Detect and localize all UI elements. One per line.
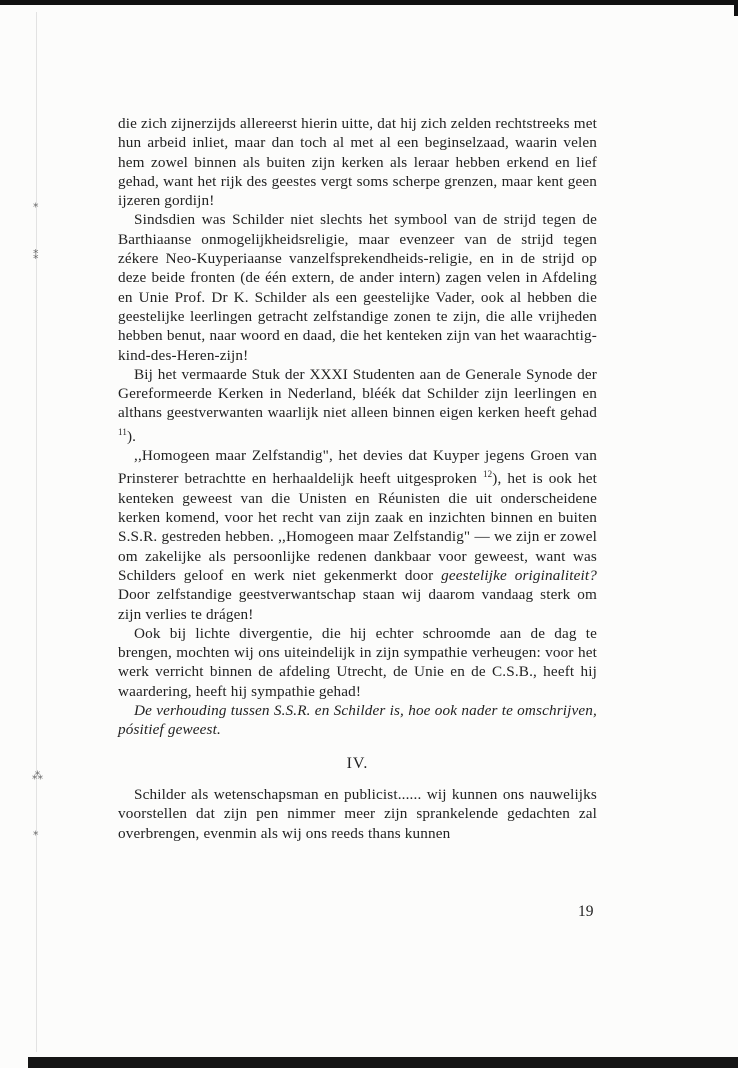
margin-speck-icon: ⁎ — [33, 825, 39, 838]
body-text — [118, 114, 597, 843]
paragraph: Ook bij lichte divergentie, die hij echter schroomde aan de dag te brengen, mochten wij ons uiteindelijk in zijn sympathie verheugen: voor het werk verricht binnen de afdeling Utrecht, de Unie en de C.S.B., heeft hij waardering, heeft hij sympathie gehad! — [118, 624, 597, 700]
section-heading: IV. — [346, 754, 369, 772]
paragraph-text: ), het is ook het kenteken geweest van die Unisten en Réunisten die uit onderscheidene kerken komend, voor het recht van zijn zaak en inzichten binnen en buiten S.S.R. gestreden hebben. ,,Homogeen maar Zelfstandig" — we zijn er zowel om zakelijke als persoonlijke redenen dankbaar voor geweest, want was Schilders geloof en werk niet gekenmerkt door — [118, 470, 597, 584]
margin-speck-icon: ⁂ — [32, 769, 43, 782]
margin-speck-icon: ⁑ — [33, 249, 39, 262]
paragraph: Sindsdien was Schilder niet slechts het symbool van de strijd tegen de Barthiaanse onmogelijkheidsreligie, maar evenzeer van de strijd tegen zékere Neo-Kuyperiaanse vanzelfsprekendheids-religie, en in de strijd op deze beide fronten (de één extern, de ander intern) zagen velen in Afdeling en Unie Prof. Dr K. Schilder als een geestelijke Vader, ook al hebben die geestelijke leerlingen getracht zelfstandige zonen te zijn, die alle vrijheden hebben benut, naar woord en daad, die het kenteken zijn van het waarachtig-kind-des-Heren-zijn! — [118, 211, 597, 364]
footnote-ref: 11 — [118, 426, 127, 437]
binding-edge-line — [36, 12, 37, 1052]
footnote-ref: 12 — [482, 469, 493, 480]
margin-speck-icon: ⁎ — [33, 197, 39, 210]
paragraph-text: ,,Homogeen maar Zelfstandig", het devies dat Kuyper jegens Groen van Prinsterer betrachtte en herhaaldelijk heeft uitgesproken — [118, 447, 597, 488]
paragraph — [118, 365, 597, 446]
paragraph-italic: De verhouding tussen S.S.R. en Schilder is, hoe ook nader te omschrijven, pósitief geweest. — [118, 702, 597, 739]
paragraph: Schilder als wetenschapsman en publicist...... wij kunnen ons nauwelijks voorstellen dat zijn pen nimmer meer zijn sprankelende gedachten zal overbrengen, evenmin als wij ons reeds thans kunnen — [118, 785, 597, 842]
paragraph-text: Door zelfstandige geestverwantschap staan wij daarom vandaag sterk om zijn verlies te drágen! — [118, 586, 597, 623]
paragraph — [118, 446, 597, 624]
page-number: 19 — [578, 903, 594, 920]
scan-top-border — [0, 0, 738, 5]
paragraph-text: ). — [126, 427, 137, 445]
scan-corner-mark — [734, 0, 738, 16]
paragraph-text: Bij het vermaarde Stuk der XXXI Studenten aan de Generale Synode der Gereformeerde Kerken in Nederland, bléék dat Schilder zijn leerlingen en althans geestverwanten waarlijk niet alleen binnen eigen kerken heeft gehad — [118, 365, 597, 422]
italic-phrase: geestelijke originaliteit? — [441, 566, 597, 584]
scan-bottom-border — [28, 1057, 738, 1068]
paragraph: die zich zijnerzijds allereerst hierin uitte, dat hij zich zelden rechtstreeks met hun arbeid inliet, maar dan toch al met al een beginselzaad, waarin velen hem zowel binnen als buiten zijn kerken als leraar hebben erkend en lief gehad, want het rijk des geestes vergt soms scherpe grenzen, maar kent geen ijzeren gordijn! — [118, 115, 597, 210]
